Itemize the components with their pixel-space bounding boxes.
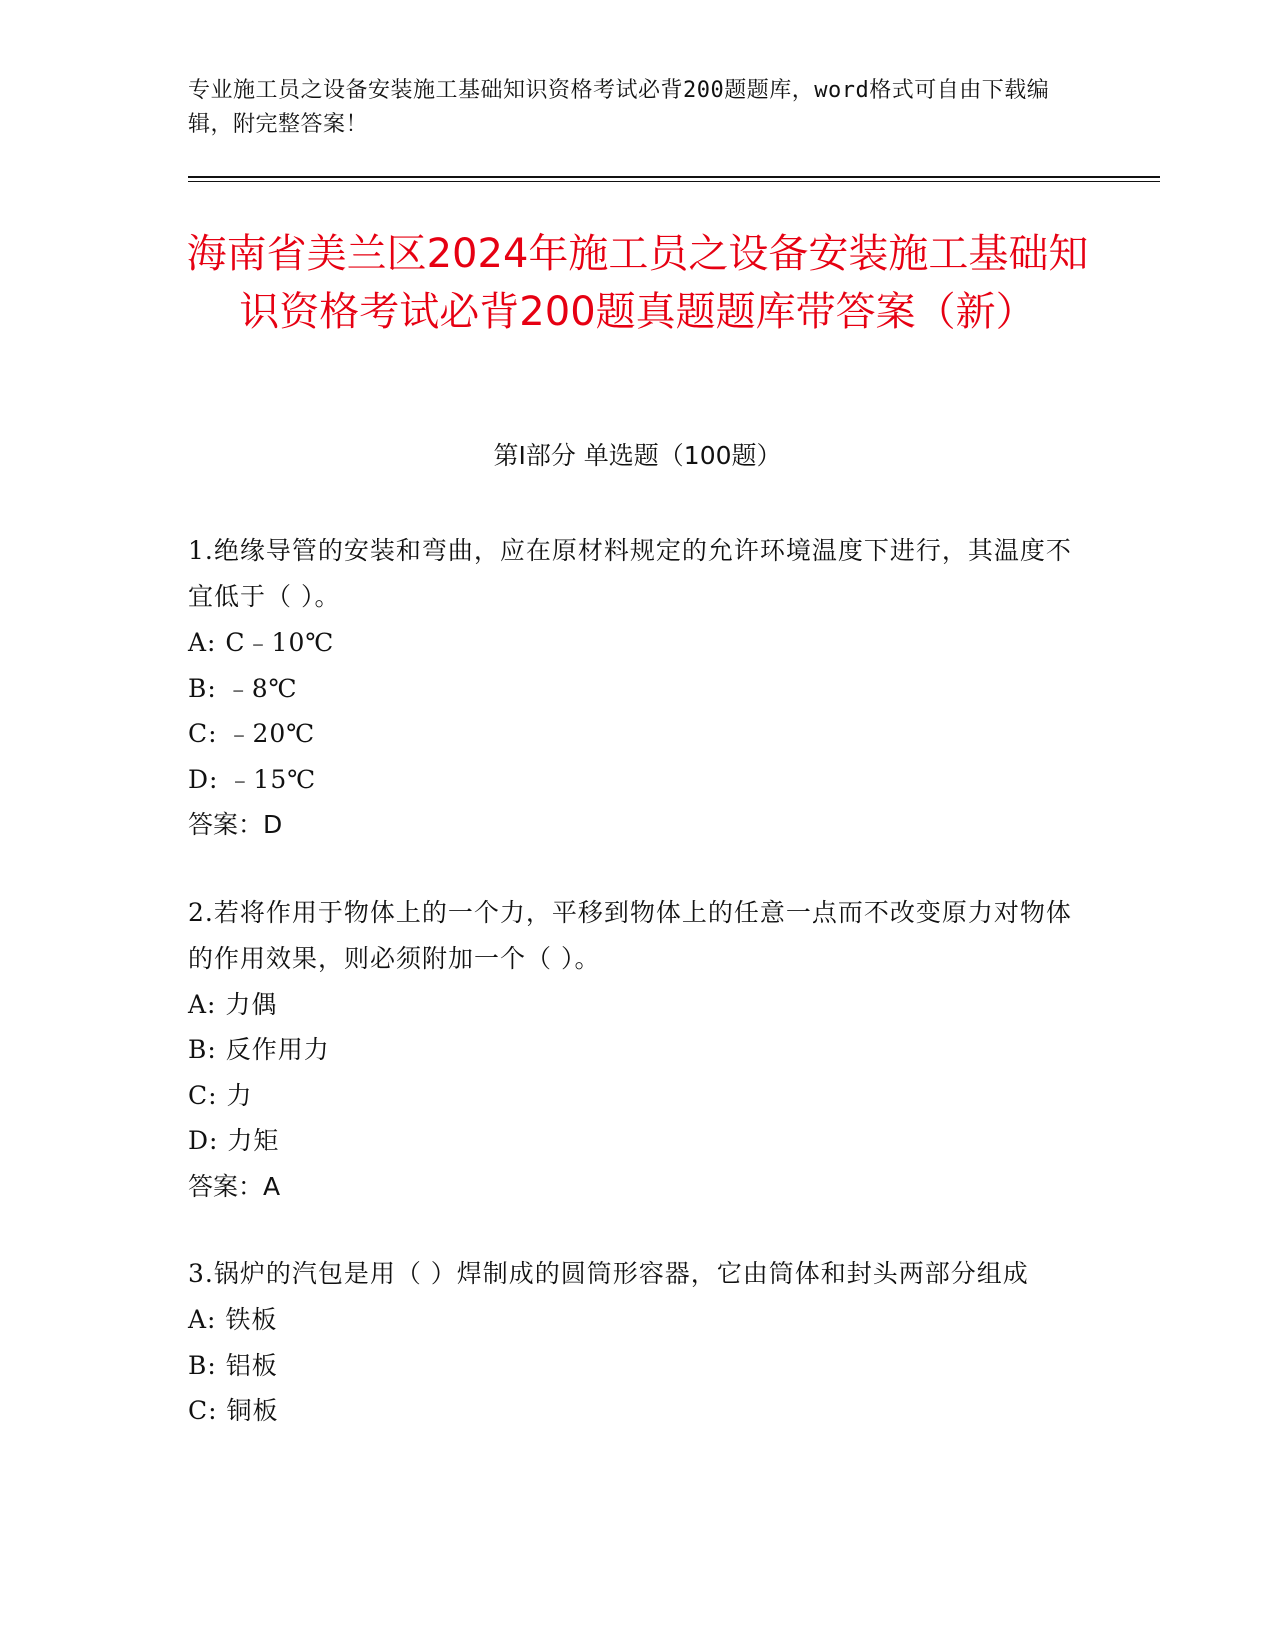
header-rule-thin [188, 181, 1160, 182]
question-stem: 1.绝缘导管的安装和弯曲，应在原材料规定的允许环境温度下进行，其温度不宜低于（ ）。 [188, 536, 1072, 611]
option-b: B: 铝板 [188, 1350, 278, 1380]
question-1 [188, 528, 1088, 848]
answer: 答案：A [188, 1171, 281, 1201]
option-d: D: 力矩 [188, 1126, 280, 1155]
question-stem: 3.锅炉的汽包是用（ ）焊制成的圆筒形容器，它由筒体和封头两部分组成 [188, 1259, 1029, 1288]
header-rule-thick [188, 176, 1160, 178]
answer: 答案：D [188, 810, 283, 839]
question-3 [188, 1251, 1088, 1434]
option-a: A: C﹣10℃ [188, 628, 335, 657]
header-note: 专业施工员之设备安装施工基础知识资格考试必背200题题库，word格式可自由下载编辑，附完整答案！ [188, 78, 1050, 137]
option-c: C: 力 [188, 1080, 253, 1110]
option-a: A: 力偶 [188, 989, 278, 1019]
document-title: 海南省美兰区2024年施工员之设备安装施工基础知识资格考试必背200题真题题库带答案（新） [186, 231, 1089, 335]
question-list [188, 528, 1088, 1476]
option-b: B: ﹣8℃ [188, 673, 298, 703]
option-a: A: 铁板 [188, 1305, 278, 1334]
section-heading: 第I部分 单选题（100题） [493, 441, 782, 470]
option-c: C: ﹣20℃ [188, 719, 316, 748]
question-stem: 2.若将作用于物体上的一个力，平移到物体上的任意一点而不改变原力对物体的作用效果，则必须附加一个（ ）。 [188, 897, 1072, 973]
option-b: B: 反作用力 [188, 1035, 330, 1064]
option-c: C: 铜板 [188, 1396, 279, 1425]
option-d: D: ﹣15℃ [188, 764, 317, 794]
question-2 [188, 890, 1088, 1210]
